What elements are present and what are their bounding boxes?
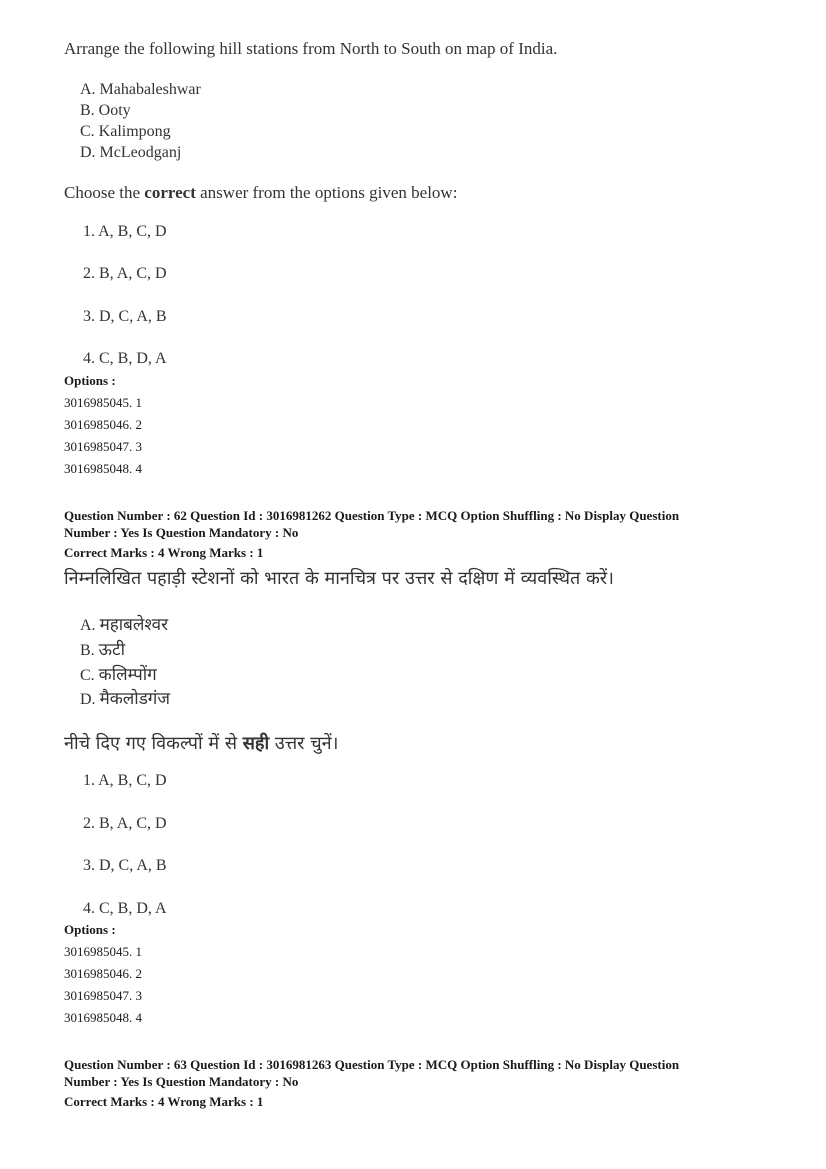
- q61-answer-2: 2. B, A, C, D: [83, 265, 167, 282]
- q62-meta: [64, 507, 764, 541]
- q61-instruction-bold: correct: [144, 183, 196, 202]
- q62-instruction-post: उत्तर चुनें।: [269, 733, 339, 754]
- q61-answer-1: 1. A, B, C, D: [83, 223, 167, 240]
- q61-options-label: Options :: [64, 373, 116, 388]
- q62-option-2: 3016985046. 2: [64, 966, 142, 981]
- q62-option-3: 3016985047. 3: [64, 988, 142, 1003]
- q62-option-4: 3016985048. 4: [64, 1010, 142, 1025]
- q61-answer-4: 4. C, B, D, A: [83, 350, 167, 367]
- q61-question-text: Arrange the following hill stations from North to South on map of India.: [64, 39, 558, 58]
- q62-item-a-letter: A.: [80, 617, 96, 634]
- q61-instruction: [64, 183, 457, 203]
- q62-options-label: Options :: [64, 922, 116, 937]
- q62-item-c-letter: C.: [80, 667, 95, 684]
- q62-meta-line2: Number : Yes Is Question Mandatory : No: [64, 525, 299, 540]
- q62-item-c: [80, 662, 157, 685]
- q62-item-a-text: महाबलेश्वर: [99, 615, 169, 635]
- q62-instruction: [64, 731, 338, 755]
- q62-answer-1: 1. A, B, C, D: [83, 772, 167, 789]
- q63-meta: [64, 1056, 764, 1090]
- q62-item-a: [80, 612, 168, 635]
- q61-answer-3: 3. D, C, A, B: [83, 308, 167, 325]
- q61-option-1: 3016985045. 1: [64, 395, 142, 410]
- q63-meta-line2: Number : Yes Is Question Mandatory : No: [64, 1074, 299, 1089]
- q62-item-d: [80, 686, 170, 709]
- q62-question-text: निम्नलिखित पहाड़ी स्टेशनों को भारत के मानचित्र पर उत्तर से दक्षिण में व्यवस्थित करें।: [64, 568, 614, 589]
- q61-option-4: 3016985048. 4: [64, 461, 142, 476]
- q61-instruction-pre: Choose the: [64, 183, 145, 202]
- q62-answer-3: 3. D, C, A, B: [83, 857, 167, 874]
- q62-option-1: 3016985045. 1: [64, 944, 142, 959]
- q61-item-d: D. McLeodganj: [80, 144, 182, 161]
- q61-instruction-post: answer from the options given below:: [195, 183, 458, 202]
- q62-meta-line1: Question Number : 62 Question Id : 3016981262 Question Type : MCQ Option Shuffling : No Display Question: [64, 508, 680, 523]
- q62-item-d-letter: D.: [80, 691, 96, 708]
- q62-answer-2: 2. B, A, C, D: [83, 815, 167, 832]
- q61-item-b: B. Ooty: [80, 102, 131, 119]
- q61-option-3: 3016985047. 3: [64, 439, 142, 454]
- q62-marks: Correct Marks : 4 Wrong Marks : 1: [64, 545, 264, 560]
- q62-instruction-pre: नीचे दिए गए विकल्पों में से: [64, 733, 243, 754]
- q62-item-d-text: मैकलोडगंज: [99, 689, 170, 709]
- q61-item-c: C. Kalimpong: [80, 123, 171, 140]
- q62-item-b: [80, 637, 125, 660]
- q61-option-2: 3016985046. 2: [64, 417, 142, 432]
- q62-answer-4: 4. C, B, D, A: [83, 900, 167, 917]
- q62-item-b-text: ऊटी: [98, 640, 125, 660]
- q61-item-a: A. Mahabaleshwar: [80, 81, 201, 98]
- q63-meta-line1: Question Number : 63 Question Id : 3016981263 Question Type : MCQ Option Shuffling : No Display Question: [64, 1057, 680, 1072]
- q62-instruction-bold: सही: [242, 733, 270, 754]
- q63-marks: Correct Marks : 4 Wrong Marks : 1: [64, 1094, 264, 1109]
- q62-item-b-letter: B.: [80, 642, 95, 659]
- q62-item-c-text: कलिम्पोंग: [98, 665, 157, 685]
